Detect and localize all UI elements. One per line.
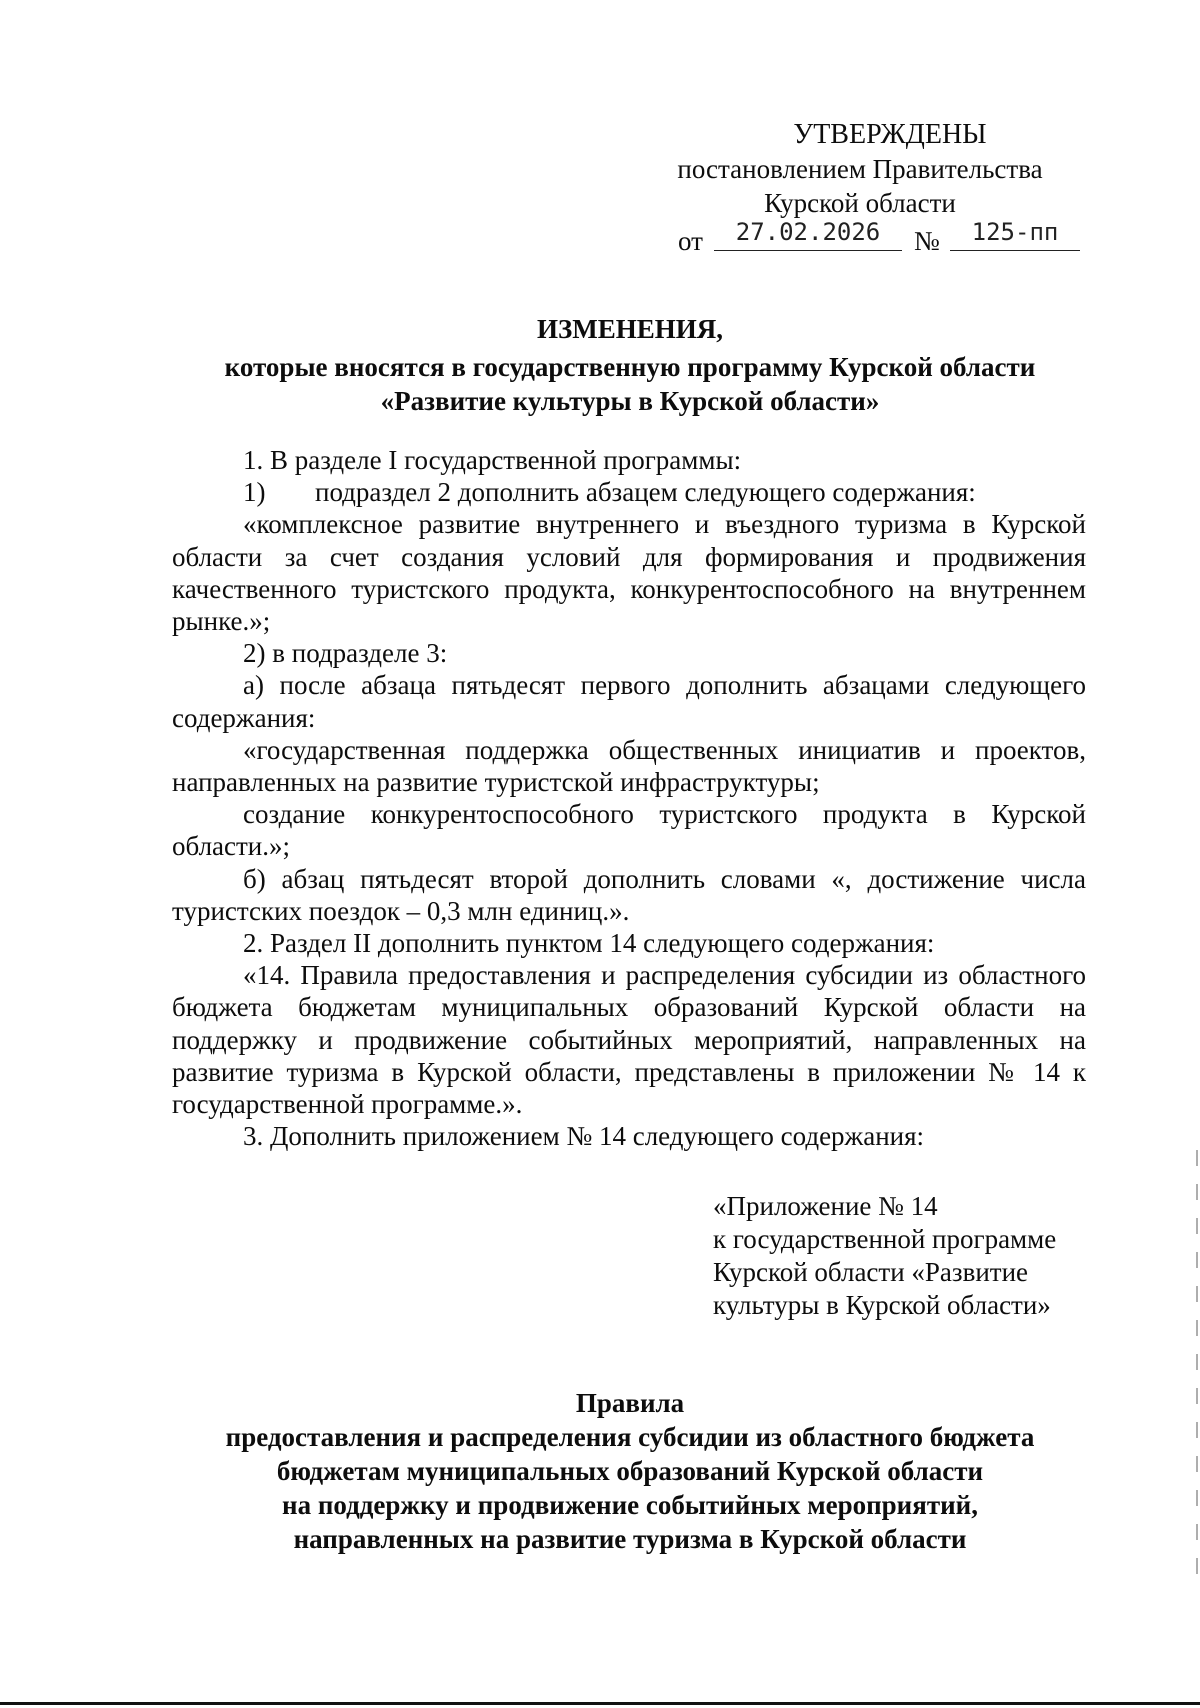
number-field: 125-пп xyxy=(950,218,1080,251)
rules-title: Правила xyxy=(575,1388,685,1418)
paragraph-quote-1: «комплексное развитие внутреннего и въездного туризма в Курской области за счет создания условий для формирования и продвижения качественного туристского продукта, конкурентоспособного на внутреннем рынке.»; xyxy=(172,509,1086,637)
rules-line-2: бюджетам муниципальных образований Курской области xyxy=(276,1456,984,1486)
approval-title: УТВЕРЖДЕНЫ xyxy=(793,119,987,150)
document-body xyxy=(172,444,1086,1152)
changes-subtitle-line-1: которые вносятся в государственную программу Курской области xyxy=(224,352,1036,382)
paragraph-1-1 xyxy=(172,476,1086,508)
date-label: от xyxy=(678,226,703,256)
paragraph-2-a: а) после абзаца пятьдесят первого дополнить абзацами следующего содержания: xyxy=(172,670,1086,733)
paragraph-1-1-number: 1) xyxy=(243,477,266,508)
paragraph-quote-3: создание конкурентоспособного туристского продукта в Курской области.»; xyxy=(172,799,1086,862)
paragraph-1-1-text: подраздел 2 дополнить абзацем следующего содержания: xyxy=(315,477,976,508)
paragraph-1: 1. В разделе I государственной программы: xyxy=(243,445,742,475)
paragraph-quote-14: «14. Правила предоставления и распределения субсидии из областного бюджета бюджетам муниципальных образований Курской области на поддержку и продвижение событийных мероприятий, направленных на развитие туризма в Курской области, представлены в приложении № 14 к государственной программе.». xyxy=(172,960,1086,1120)
approval-line-1: постановлением Правительства xyxy=(677,154,1043,184)
paragraph-section-3: 3. Дополнить приложением № 14 следующего содержания: xyxy=(243,1121,925,1152)
date-field: 27.02.2026 xyxy=(714,218,902,251)
approval-block xyxy=(660,118,1100,220)
rules-line-1: предоставления и распределения субсидии из областного бюджета xyxy=(225,1422,1035,1452)
scan-bottom-edge xyxy=(0,1702,1200,1705)
rules-line-4: направленных на развитие туризма в Курской области xyxy=(293,1524,967,1554)
rules-heading xyxy=(150,1386,1110,1556)
approval-line-2: Курской области xyxy=(764,188,956,218)
number-label: № xyxy=(914,226,940,256)
paragraph-section-2: 2. Раздел II дополнить пунктом 14 следующего содержания: xyxy=(243,928,935,959)
paragraph-2-b: б) абзац пятьдесят второй дополнить словами «, достижение числа туристских поездок – 0,3 млн единиц.». xyxy=(172,863,1086,926)
appendix-line-1: «Приложение № 14 xyxy=(713,1191,938,1221)
paragraph-2: 2) в подразделе 3: xyxy=(243,638,448,669)
changes-subtitle-line-2: «Развитие культуры в Курской области» xyxy=(380,386,880,416)
paragraph-quote-2: «государственная поддержка общественных инициатив и проектов, направленных на развитие туристской инфраструктуры; xyxy=(172,734,1086,798)
appendix-line-2: к государственной программе xyxy=(713,1224,1057,1254)
scan-edge-artifact xyxy=(1196,1150,1198,1590)
appendix-line-4: культуры в Курской области» xyxy=(713,1290,1051,1320)
appendix-block xyxy=(713,1190,1133,1322)
rules-line-3: на поддержку и продвижение событийных мероприятий, xyxy=(282,1490,978,1520)
changes-title: ИЗМЕНЕНИЯ, xyxy=(536,314,723,344)
appendix-line-3: Курской области «Развитие xyxy=(713,1257,1029,1287)
